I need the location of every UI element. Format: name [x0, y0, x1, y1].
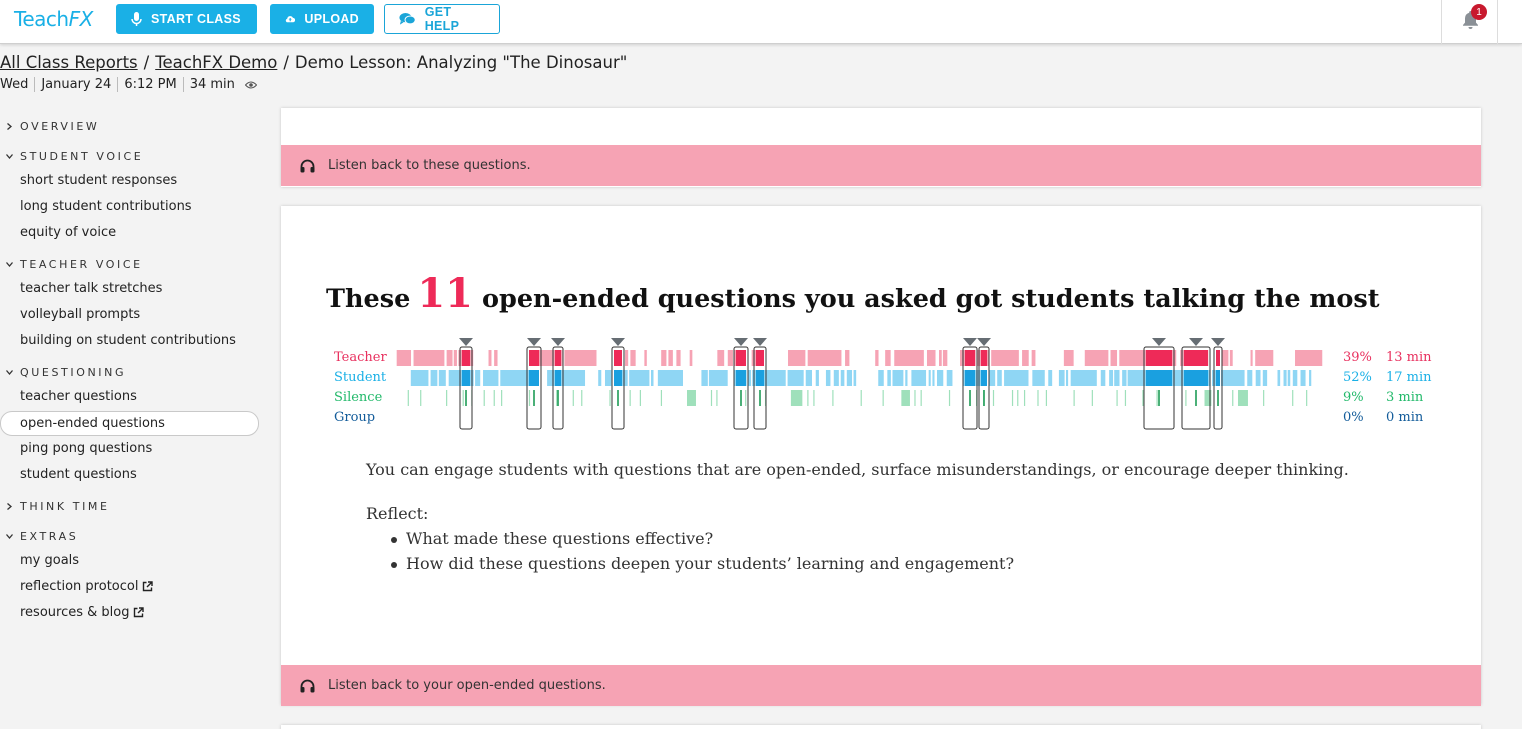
teacher-segment	[1111, 350, 1118, 366]
question-student-highlight	[736, 370, 746, 386]
section-student-voice-label: STUDENT VOICE	[20, 150, 144, 163]
student-segment	[1263, 370, 1267, 386]
chevron-down-icon	[6, 533, 13, 540]
question-teacher-highlight	[1184, 350, 1208, 366]
teacher-minutes: 13 min	[1386, 350, 1432, 365]
silence-percent: 9%	[1343, 390, 1364, 405]
student-segment	[658, 370, 683, 386]
question-marker-icon[interactable]	[459, 338, 473, 346]
sidebar-item-volleyball-prompts[interactable]: volleyball prompts	[20, 307, 141, 322]
external-link-icon	[142, 581, 153, 592]
silence-segment	[1024, 390, 1025, 406]
question-teacher-highlight	[981, 350, 987, 366]
cloud-upload-icon	[285, 12, 295, 26]
teacher-segment	[788, 350, 805, 366]
get-help-label: GET HELP	[424, 5, 460, 33]
student-segment	[929, 370, 931, 386]
silence-segment	[1142, 390, 1143, 406]
silence-segment	[463, 390, 464, 406]
student-segment	[411, 370, 429, 386]
sidebar-item-reflection-protocol[interactable]	[20, 579, 153, 594]
section-questioning[interactable]	[6, 366, 126, 379]
row-label-silence: Silence	[334, 390, 383, 405]
silence-segment	[687, 390, 696, 406]
question-teacher-highlight	[462, 350, 470, 366]
teacher-segment	[1064, 350, 1074, 366]
talk-timeline	[326, 336, 1432, 436]
sidebar-item-student-questions[interactable]: student questions	[20, 467, 137, 482]
sidebar-item-long-student-contributions[interactable]: long student contributions	[20, 199, 192, 214]
external-link-icon	[133, 607, 144, 618]
sidebar-item-open-ended-questions[interactable]: open-ended questions	[0, 411, 259, 436]
teacher-segment	[1032, 350, 1036, 366]
silence-segment	[901, 390, 910, 406]
silence-segment	[716, 390, 717, 406]
silence-segment	[573, 390, 574, 406]
silence-segment	[921, 390, 922, 406]
student-segment	[932, 370, 934, 386]
section-teacher-voice[interactable]	[6, 258, 143, 271]
student-segment	[892, 370, 903, 386]
breadcrumb-lesson: Demo Lesson: Analyzing "The Dinosaur"	[294, 53, 628, 72]
question-marker-icon[interactable]	[551, 338, 565, 346]
question-silence-highlight	[740, 390, 742, 406]
teacher-segment	[630, 350, 635, 366]
silence-segment	[408, 390, 409, 406]
silence-segment	[1092, 390, 1093, 406]
student-minutes: 17 min	[1386, 370, 1432, 385]
silence-segment	[630, 390, 631, 406]
question-student-highlight	[965, 370, 975, 386]
headline-prefix: These	[326, 284, 411, 314]
silence-segment	[745, 390, 746, 406]
breadcrumb-separator: /	[143, 53, 150, 72]
silence-segment	[807, 390, 808, 406]
silence-segment	[791, 390, 802, 406]
student-segment	[887, 370, 891, 386]
question-marker-icon[interactable]	[1189, 338, 1203, 346]
teacher-segment	[1251, 350, 1253, 366]
teacher-segment	[494, 350, 497, 366]
section-think-time[interactable]	[6, 500, 110, 513]
meta-time: 6:12 PM	[117, 77, 182, 92]
teacher-segment	[1230, 350, 1233, 366]
teacher-segment	[943, 350, 947, 366]
silence-segment	[1292, 390, 1293, 406]
listen-back-questions-banner[interactable]	[281, 145, 1481, 186]
reflect-item: What made these questions effective?	[406, 529, 1014, 554]
silence-segment	[832, 390, 833, 406]
question-silence-highlight	[983, 390, 985, 406]
teacher-segment	[1295, 350, 1322, 366]
question-marker-icon[interactable]	[963, 338, 977, 346]
student-segment	[1278, 370, 1281, 386]
listen-back-label: Listen back to your open-ended questions.	[328, 678, 606, 693]
question-teacher-highlight	[1146, 350, 1172, 366]
question-teacher-highlight	[529, 350, 539, 366]
question-marker-icon[interactable]	[1152, 338, 1166, 346]
question-student-highlight	[529, 370, 539, 386]
notification-badge: 1	[1471, 4, 1487, 20]
student-segment	[847, 370, 852, 386]
student-segment	[1066, 370, 1068, 386]
reflect-label: Reflect:	[366, 504, 429, 523]
student-segment	[854, 370, 857, 386]
group-minutes: 0 min	[1386, 410, 1424, 425]
silence-segment	[813, 390, 814, 406]
student-segment	[1071, 370, 1097, 386]
headphones-icon	[300, 679, 315, 693]
question-marker-icon[interactable]	[977, 338, 991, 346]
lesson-meta	[0, 77, 257, 92]
top-bar	[0, 0, 1522, 44]
student-segment	[629, 370, 649, 386]
question-silence-highlight	[759, 390, 761, 406]
reflect-item: How did these questions deepen your students’ learning and engagement?	[406, 554, 1014, 579]
teacher-segment	[397, 350, 411, 366]
question-marker-icon[interactable]	[611, 338, 625, 346]
section-extras-label: EXTRAS	[20, 530, 79, 543]
section-think-time-label: THINK TIME	[20, 500, 110, 513]
sidebar-item-teacher-talk-stretches[interactable]: teacher talk stretches	[20, 281, 163, 296]
teacher-segment	[661, 350, 666, 366]
breadcrumb	[0, 53, 627, 72]
student-segment	[788, 370, 804, 386]
student-segment	[1004, 370, 1028, 386]
student-segment	[1247, 370, 1252, 386]
silence-segment	[529, 390, 530, 406]
reflection-protocol-label: reflection protocol	[20, 579, 139, 594]
silence-segment	[1263, 390, 1264, 406]
meta-day: Wed	[0, 77, 29, 92]
student-segment	[1032, 370, 1044, 386]
student-segment	[651, 370, 653, 386]
teacher-segment	[927, 350, 936, 366]
student-segment	[905, 370, 907, 386]
student-segment	[622, 370, 628, 386]
question-student-highlight	[1184, 370, 1208, 386]
upload-button[interactable]	[270, 4, 374, 34]
question-teacher-highlight	[1216, 350, 1220, 366]
section-teacher-voice-label: TEACHER VOICE	[20, 258, 143, 271]
silence-segment	[420, 390, 421, 406]
silence-segment	[1116, 390, 1117, 406]
upload-label: UPLOAD	[304, 12, 359, 26]
question-silence-highlight	[533, 390, 535, 406]
chevron-right-icon	[6, 123, 13, 130]
student-segment	[439, 370, 446, 386]
question-student-highlight	[1146, 370, 1172, 386]
student-segment	[816, 370, 819, 386]
question-student-highlight	[614, 370, 622, 386]
student-segment	[1122, 370, 1126, 386]
sidebar-item-my-goals[interactable]: my goals	[20, 553, 80, 568]
teacher-segment	[939, 350, 942, 366]
question-marker-icon[interactable]	[527, 338, 541, 346]
question-teacher-highlight	[756, 350, 764, 366]
silence-segment	[711, 390, 712, 406]
sidebar-item-short-student-responses[interactable]: short student responses	[20, 173, 178, 188]
student-segment	[709, 370, 728, 386]
chevron-down-icon	[6, 261, 13, 268]
section-student-voice[interactable]	[6, 150, 143, 163]
student-segment	[1048, 370, 1052, 386]
row-label-teacher: Teacher	[334, 350, 387, 365]
row-label-student: Student	[334, 370, 387, 385]
question-teacher-highlight	[614, 350, 622, 366]
student-segment	[937, 370, 943, 386]
silence-segment	[1046, 390, 1047, 406]
breadcrumb-separator: /	[283, 53, 289, 72]
silence-segment	[581, 390, 582, 406]
question-silence-highlight	[1195, 390, 1197, 406]
teacher-segment	[845, 350, 849, 366]
chevron-right-icon	[6, 503, 13, 510]
meta-duration: 34 min	[183, 77, 241, 92]
student-segment	[1309, 370, 1311, 386]
teacher-segment	[1119, 350, 1150, 366]
teacher-segment	[1085, 350, 1109, 366]
teacher-segment	[1022, 350, 1029, 366]
question-student-highlight	[462, 370, 470, 386]
silence-segment	[484, 390, 485, 406]
headline-suffix: open-ended questions you asked got students talking the most	[482, 284, 1380, 314]
silence-segment	[501, 390, 502, 406]
group-percent: 0%	[1343, 410, 1364, 425]
question-silence-highlight	[1217, 390, 1219, 406]
next-card	[281, 725, 1481, 729]
question-student-highlight	[756, 370, 764, 386]
teacher-segment	[1255, 350, 1273, 366]
student-segment	[431, 370, 438, 386]
reflect-list	[406, 529, 1014, 579]
silence-segment	[949, 390, 950, 406]
student-segment	[826, 370, 830, 386]
teacher-segment	[489, 350, 492, 366]
listen-back-open-ended-banner[interactable]	[281, 665, 1481, 706]
sidebar-item-building-on-student-contributions[interactable]: building on student contributions	[20, 333, 236, 348]
silence-segment	[1185, 390, 1186, 406]
silence-segment	[609, 390, 610, 406]
silence-segment	[1125, 390, 1126, 406]
student-segment	[1109, 370, 1113, 386]
listen-back-label: Listen back to these questions.	[328, 158, 531, 173]
teacher-segment	[414, 350, 445, 366]
student-segment	[947, 370, 953, 386]
student-segment	[1284, 370, 1287, 386]
silence-segment	[556, 390, 557, 406]
student-segment	[841, 370, 845, 386]
section-extras[interactable]	[6, 530, 78, 543]
student-segment	[878, 370, 884, 386]
student-segment	[1301, 370, 1306, 386]
student-segment	[1256, 370, 1261, 386]
student-segment	[1101, 370, 1106, 386]
student-segment	[911, 370, 926, 386]
eye-icon[interactable]	[245, 81, 257, 89]
silence-segment	[1017, 390, 1018, 406]
student-segment	[806, 370, 812, 386]
silence-segment	[861, 390, 862, 406]
teacher-segment	[885, 350, 890, 366]
student-segment	[1293, 370, 1297, 386]
resources-blog-label: resources & blog	[20, 605, 130, 620]
teacher-segment	[676, 350, 680, 366]
breadcrumb-all-reports[interactable]: All Class Reports	[0, 53, 138, 72]
question-marker-icon[interactable]	[734, 338, 748, 346]
silence-segment	[883, 390, 884, 406]
silence-segment	[1156, 390, 1157, 406]
silence-segment	[640, 390, 641, 406]
notifications-button[interactable]	[1441, 0, 1498, 44]
start-class-label: START CLASS	[151, 12, 241, 26]
student-segment	[1288, 370, 1291, 386]
silence-segment	[1232, 390, 1233, 406]
timeline-chart[interactable]	[326, 336, 1326, 436]
teacher-segment	[808, 350, 842, 366]
student-segment	[989, 370, 995, 386]
student-segment	[605, 370, 611, 386]
start-class-button[interactable]	[116, 4, 257, 34]
teacher-percent: 39%	[1343, 350, 1372, 365]
get-help-button[interactable]	[384, 4, 500, 34]
silence-segment	[1074, 390, 1075, 406]
student-segment	[475, 370, 480, 386]
student-segment	[483, 370, 498, 386]
question-marker-icon[interactable]	[753, 338, 767, 346]
silence-segment	[1306, 390, 1307, 406]
silence-minutes: 3 min	[1386, 390, 1424, 405]
teacher-segment	[644, 350, 646, 366]
sidebar-item-teacher-questions[interactable]: teacher questions	[20, 389, 137, 404]
teacher-segment	[447, 350, 453, 366]
question-student-highlight	[1216, 370, 1220, 386]
breadcrumb-demo[interactable]: TeachFX Demo	[155, 53, 278, 72]
chevron-down-icon	[6, 369, 13, 376]
student-segment	[598, 370, 601, 386]
silence-segment	[1037, 390, 1038, 406]
microphone-icon	[131, 12, 142, 27]
silence-segment	[993, 390, 994, 406]
sidebar-item-ping-pong-questions[interactable]: ping pong questions	[20, 441, 153, 456]
row-label-group: Group	[334, 410, 376, 425]
question-silence-highlight	[465, 390, 467, 406]
student-segment	[1059, 370, 1065, 386]
teacher-segment	[728, 350, 733, 366]
teacher-segment	[894, 350, 924, 366]
teacher-segment	[668, 350, 672, 366]
student-segment	[1114, 370, 1119, 386]
question-silence-highlight	[1158, 390, 1160, 406]
question-count: 11	[417, 270, 473, 317]
chat-bubbles-icon	[399, 12, 416, 26]
question-teacher-highlight	[736, 350, 746, 366]
headphones-icon	[300, 159, 315, 173]
teacher-segment	[625, 350, 628, 366]
silence-segment	[1012, 390, 1013, 406]
page-title	[326, 270, 1380, 317]
student-segment	[834, 370, 839, 386]
sidebar-item-resources-blog[interactable]	[20, 605, 144, 620]
student-segment	[748, 370, 751, 386]
silence-segment	[446, 390, 447, 406]
section-questioning-label: QUESTIONING	[20, 366, 127, 379]
sidebar-item-equity-of-voice[interactable]: equity of voice	[20, 225, 117, 240]
teacher-segment	[454, 350, 457, 366]
chevron-down-icon	[6, 153, 13, 160]
teacher-segment	[991, 350, 1019, 366]
teacher-segment	[875, 350, 878, 366]
silence-segment	[1238, 390, 1248, 406]
teachfx-logo[interactable]: TeachFX	[14, 7, 93, 31]
section-overview-label: OVERVIEW	[20, 120, 100, 133]
silence-segment	[914, 390, 915, 406]
question-teacher-highlight	[555, 350, 561, 366]
student-segment	[1221, 370, 1245, 386]
teacher-segment	[564, 350, 596, 366]
section-overview[interactable]	[6, 120, 99, 133]
student-percent: 52%	[1343, 370, 1372, 385]
question-silence-highlight	[969, 390, 971, 406]
silence-segment	[661, 390, 662, 406]
question-student-highlight	[555, 370, 561, 386]
student-segment	[701, 370, 707, 386]
question-marker-icon[interactable]	[1211, 338, 1225, 346]
guidance-text: You can engage students with questions that are open-ended, surface misunderstandings, or encourage deeper thinking.	[366, 460, 1349, 479]
question-silence-highlight	[617, 390, 619, 406]
teacher-segment	[717, 350, 724, 366]
teacher-segment	[690, 350, 693, 366]
student-segment	[997, 370, 1002, 386]
meta-date: January 24	[34, 77, 117, 92]
question-student-highlight	[981, 370, 987, 386]
silence-segment	[494, 390, 495, 406]
question-teacher-highlight	[965, 350, 975, 366]
question-silence-highlight	[557, 390, 559, 406]
